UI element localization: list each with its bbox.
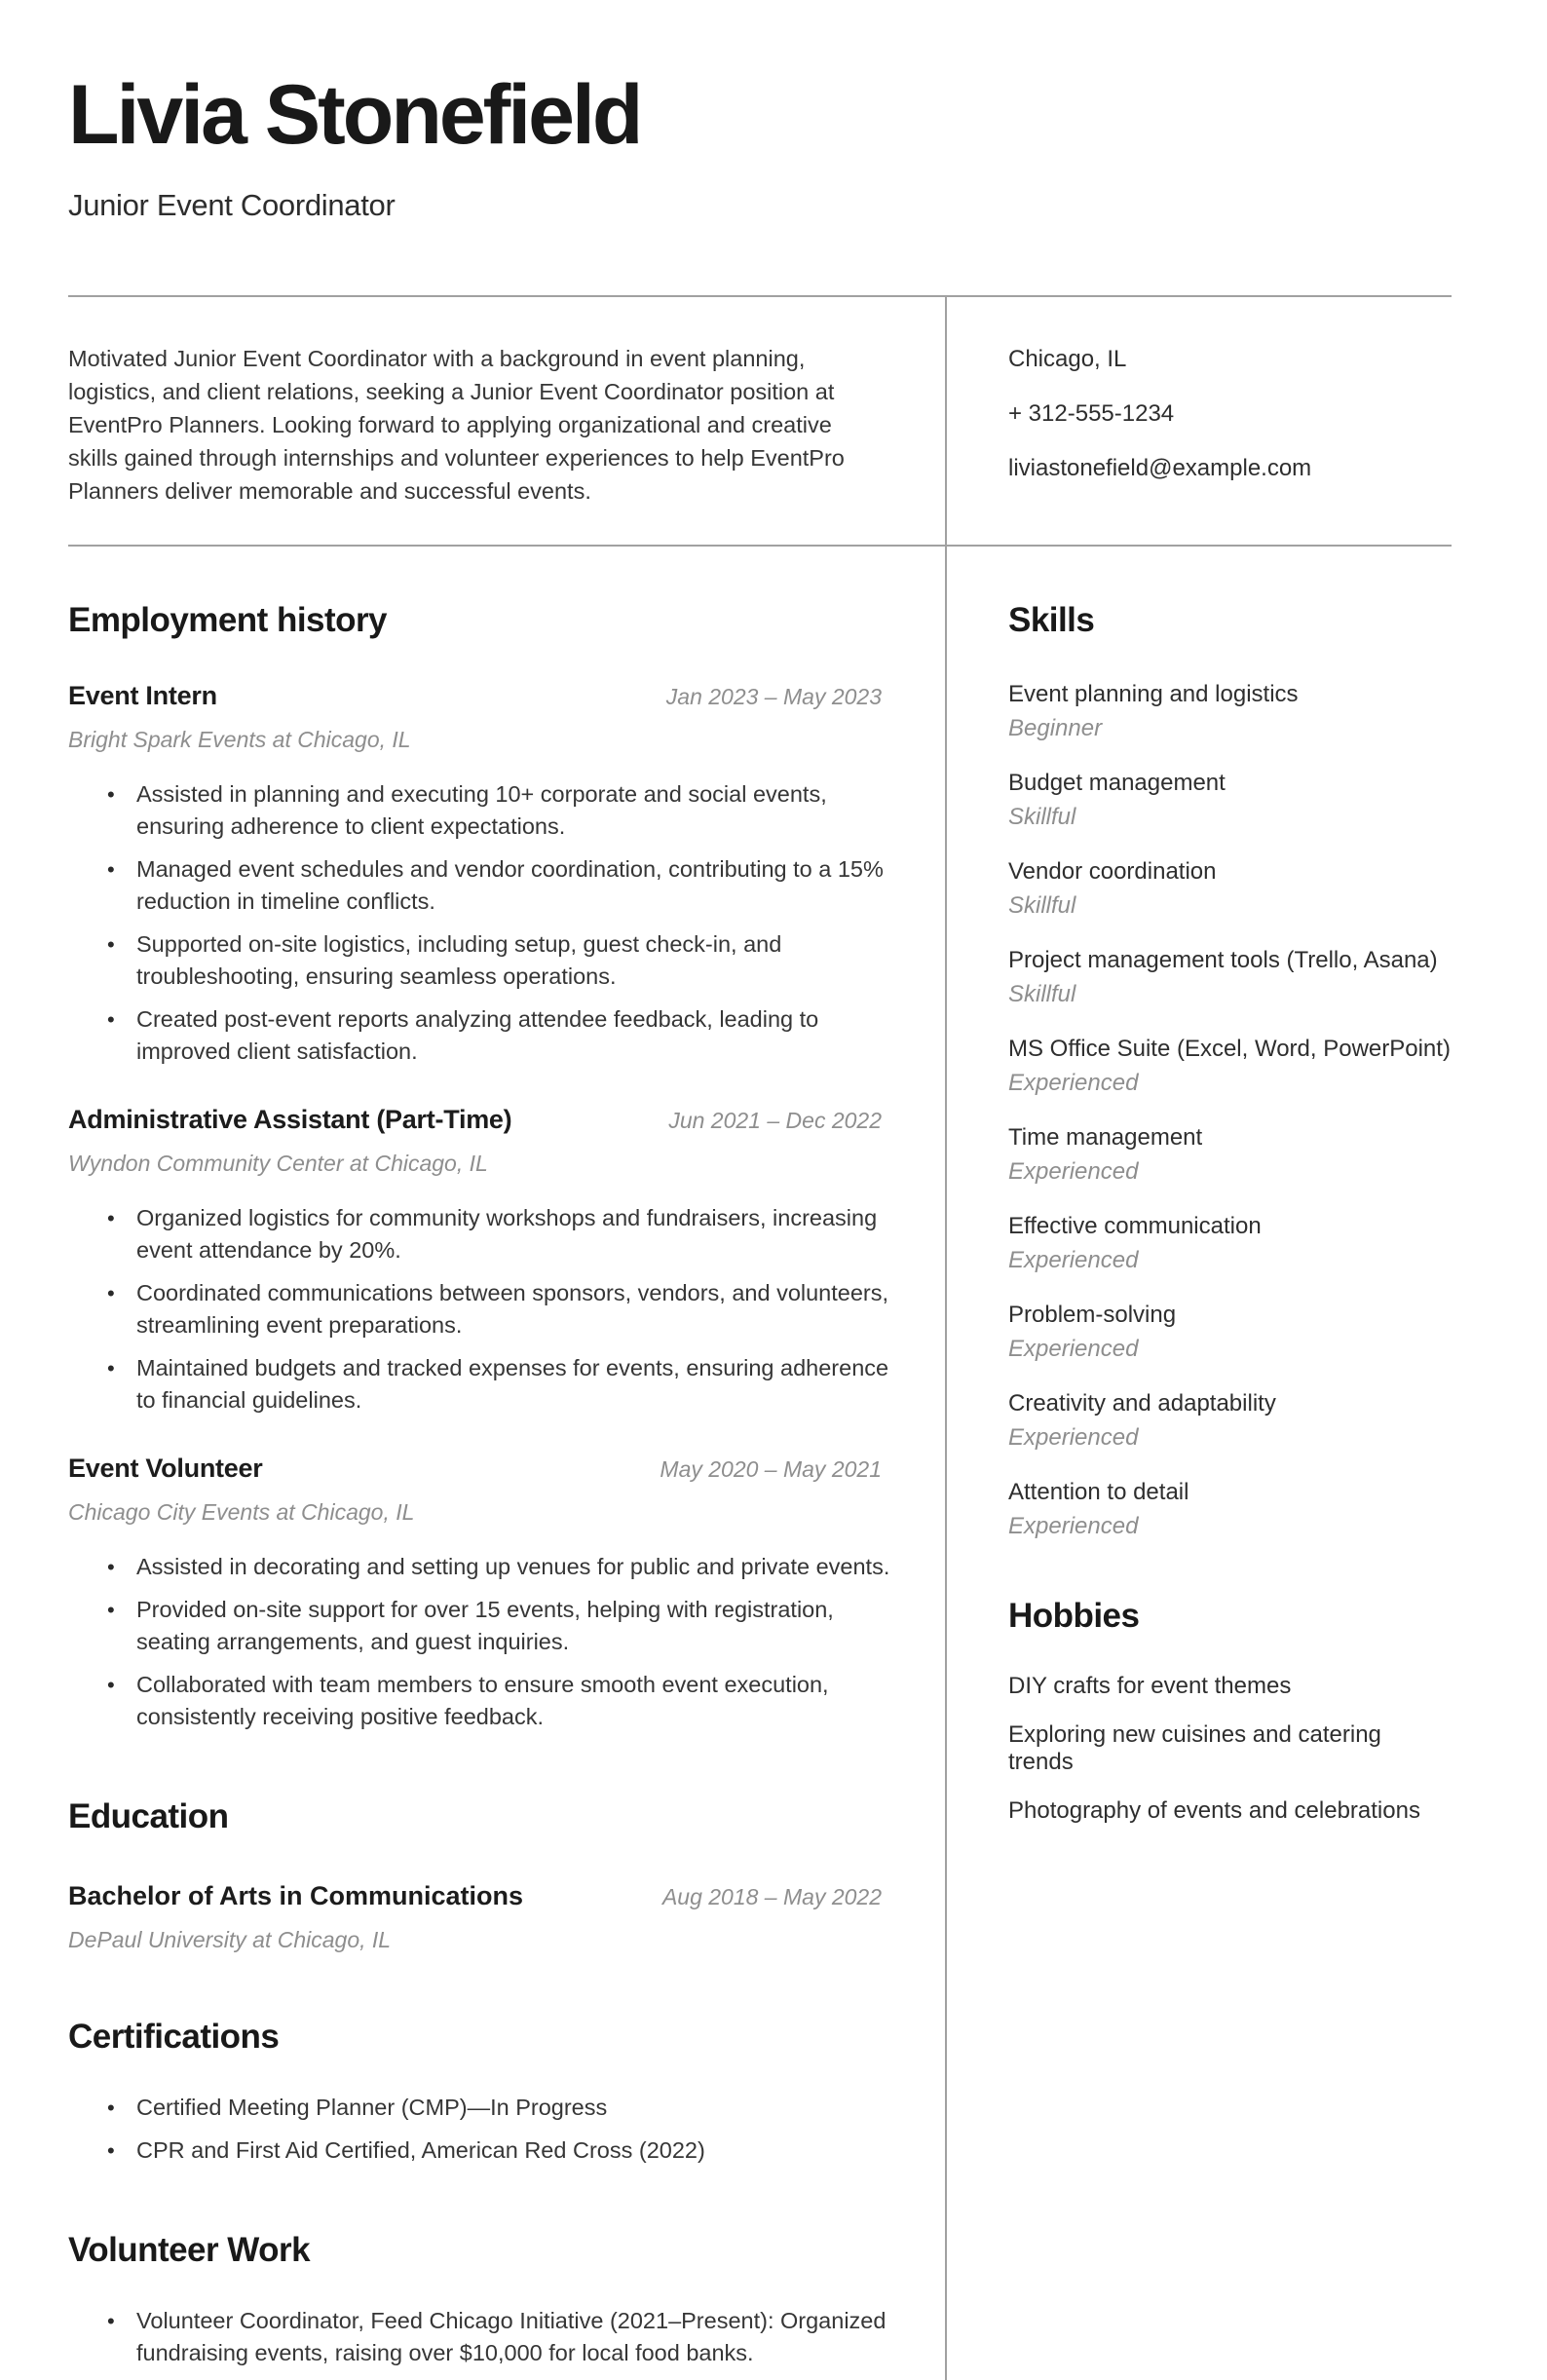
skill-item [1008, 1213, 1452, 1274]
candidate-job-title: Junior Event Coordinator [68, 188, 396, 223]
list-item [68, 2092, 945, 2124]
skills-heading: Skills [1008, 601, 1095, 640]
certifications-list [68, 2092, 945, 2167]
job-dates: Jun 2021 – Dec 2022 [668, 1108, 882, 1134]
bullet-text: Supported on-site logistics, including setup, guest check-in, and troubleshooting, ensuring seamless operations. [136, 931, 782, 990]
job-head [68, 1105, 945, 1135]
skill-level: Beginner [1008, 715, 1103, 742]
job-title: Event Intern [68, 681, 217, 711]
list-item [68, 2134, 945, 2167]
skill-level: Skillful [1008, 981, 1076, 1008]
job-title: Event Volunteer [68, 1454, 263, 1484]
list-item [68, 2305, 945, 2369]
list-item [68, 778, 945, 843]
bullet-text: Organized logistics for community workshops and fundraisers, increasing event attendance by 20%. [136, 1205, 878, 1264]
bullet-text: Created post-event reports analyzing attendee feedback, leading to improved client satisfaction. [136, 1006, 819, 1065]
skill-name: Event planning and logistics [1008, 681, 1299, 708]
contact-email: liviastonefield@example.com [1008, 455, 1312, 482]
skill-name: Project management tools (Trello, Asana) [1008, 947, 1438, 974]
bullet-icon: • [107, 1206, 115, 1231]
bullet-icon: • [107, 1555, 115, 1580]
certification-text: Certified Meeting Planner (CMP)—In Progress [136, 2095, 608, 2121]
job-bullet-list [68, 1202, 945, 1417]
skill-item [1008, 1390, 1452, 1452]
bullet-icon: • [107, 2309, 115, 2334]
skill-name: Budget management [1008, 770, 1226, 797]
certifications-section [68, 2018, 945, 2167]
skill-name: Vendor coordination [1008, 858, 1217, 886]
hobby-item: DIY crafts for event themes [1008, 1673, 1292, 1700]
skill-level: Experienced [1008, 1158, 1139, 1186]
skill-level: Experienced [1008, 1513, 1139, 1540]
job-title: Administrative Assistant (Part-Time) [68, 1105, 512, 1135]
job-head [68, 681, 945, 711]
main-left-column [68, 547, 945, 2380]
bullet-icon: • [107, 857, 115, 883]
bullet-icon: • [107, 2096, 115, 2121]
bullet-icon: • [107, 1281, 115, 1306]
hobbies-list [1008, 1673, 1452, 1825]
bullet-icon: • [107, 1598, 115, 1623]
list-item [68, 1551, 945, 1583]
main-band [68, 547, 1452, 2380]
skill-item [1008, 1302, 1452, 1363]
bullet-icon: • [107, 2138, 115, 2164]
bullet-icon: • [107, 932, 115, 958]
job-entry-event-volunteer [68, 1454, 945, 1733]
list-item [68, 1277, 945, 1341]
education-school: DePaul University at Chicago, IL [68, 1927, 392, 1953]
list-item [68, 928, 945, 993]
job-entry-event-intern [68, 681, 945, 1068]
list-item [68, 853, 945, 918]
hobby-item: Photography of events and celebrations [1008, 1797, 1420, 1825]
summary-band [68, 295, 1452, 547]
skill-name: Effective communication [1008, 1213, 1262, 1240]
degree-title: Bachelor of Arts in Communications [68, 1881, 524, 1911]
resume-header [68, 68, 1452, 223]
bullet-icon: • [107, 1356, 115, 1381]
list-item [68, 1669, 945, 1733]
hobbies-heading: Hobbies [1008, 1597, 1140, 1636]
skill-item [1008, 1479, 1452, 1540]
job-bullet-list [68, 778, 945, 1068]
list-item [68, 1594, 945, 1658]
bullet-text: Maintained budgets and tracked expenses for events, ensuring adherence to financial guidelines. [136, 1355, 889, 1414]
profile-summary: Motivated Junior Event Coordinator with a background in event planning, logistics, and client relations, seeking a Junior Event Coordinator position at EventPro Planners. Looking forward to applying organizational and creative skills gained through internships and volunteer experiences to help EventPro Planners deliver memorable and successful events. [68, 346, 845, 505]
bullet-text: Provided on-site support for over 15 events, helping with registration, seating arrangements, and guest inquiries. [136, 1597, 834, 1655]
contact-info [945, 297, 1452, 545]
hobby-item: Exploring new cuisines and catering trends [1008, 1721, 1381, 1776]
bullet-text: Assisted in decorating and setting up venues for public and private events. [136, 1554, 890, 1580]
certifications-heading: Certifications [68, 2018, 280, 2057]
list-item [68, 1202, 945, 1266]
bullet-text: Coordinated communications between sponsors, vendors, and volunteers, streamlining event preparations. [136, 1280, 889, 1339]
certification-text: CPR and First Aid Certified, American Red Cross (2022) [136, 2137, 705, 2164]
contact-location: Chicago, IL [1008, 346, 1127, 373]
list-item [68, 1003, 945, 1068]
skill-item [1008, 681, 1452, 742]
bullet-icon: • [107, 782, 115, 808]
job-company: Bright Spark Events at Chicago, IL [68, 727, 411, 753]
job-company: Wyndon Community Center at Chicago, IL [68, 1151, 488, 1177]
skill-item [1008, 1036, 1452, 1097]
main-right-column [945, 547, 1452, 2380]
job-company: Chicago City Events at Chicago, IL [68, 1499, 415, 1526]
skill-level: Skillful [1008, 892, 1076, 920]
skill-level: Skillful [1008, 804, 1076, 831]
skill-level: Experienced [1008, 1336, 1139, 1363]
skill-name: MS Office Suite (Excel, Word, PowerPoint) [1008, 1036, 1451, 1063]
skill-name: Time management [1008, 1124, 1203, 1152]
bullet-icon: • [107, 1673, 115, 1698]
volunteer-text: Volunteer Coordinator, Feed Chicago Initiative (2021–Present): Organized fundraising events, raising over $10,000 for local food banks. [136, 2308, 887, 2366]
job-bullet-list [68, 1551, 945, 1733]
skill-name: Attention to detail [1008, 1479, 1189, 1506]
volunteer-work-heading: Volunteer Work [68, 2231, 311, 2270]
volunteer-work-section [68, 2231, 945, 2369]
job-head [68, 1454, 945, 1484]
job-dates: May 2020 – May 2021 [660, 1456, 882, 1483]
skill-item [1008, 770, 1452, 831]
skill-name: Creativity and adaptability [1008, 1390, 1276, 1417]
education-heading: Education [68, 1797, 229, 1836]
skill-level: Experienced [1008, 1247, 1139, 1274]
employment-history-heading: Employment history [68, 601, 387, 640]
skill-item [1008, 858, 1452, 920]
skills-list [1008, 681, 1452, 1540]
bullet-icon: • [107, 1007, 115, 1033]
skill-level: Experienced [1008, 1070, 1139, 1097]
list-item [68, 1352, 945, 1417]
job-dates: Jan 2023 – May 2023 [665, 684, 882, 710]
skill-item [1008, 947, 1452, 1008]
skill-name: Problem-solving [1008, 1302, 1177, 1329]
bullet-text: Managed event schedules and vendor coordination, contributing to a 15% reduction in timeline conflicts. [136, 856, 884, 915]
bullet-text: Collaborated with team members to ensure smooth event execution, consistently receiving positive feedback. [136, 1672, 829, 1730]
bullet-text: Assisted in planning and executing 10+ corporate and social events, ensuring adherence to client expectations. [136, 781, 827, 840]
profile-summary-cell [68, 297, 945, 545]
skill-level: Experienced [1008, 1424, 1139, 1452]
candidate-name: Livia Stonefield [68, 68, 641, 162]
contact-phone: + 312-555-1234 [1008, 400, 1175, 428]
education-head [68, 1881, 945, 1911]
job-entry-administrative-assistant [68, 1105, 945, 1417]
education-dates: Aug 2018 – May 2022 [661, 1884, 882, 1910]
skill-item [1008, 1124, 1452, 1186]
volunteer-list [68, 2305, 945, 2369]
education-section [68, 1797, 945, 1953]
